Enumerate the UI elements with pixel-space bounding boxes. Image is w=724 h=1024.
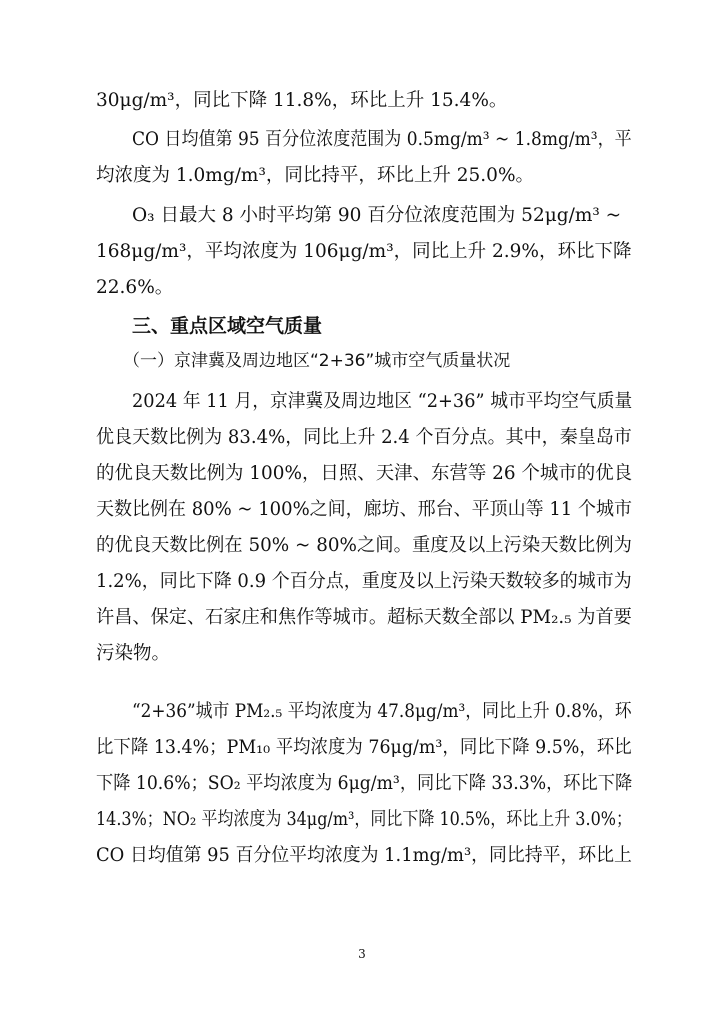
text-line: CO 日均值第 95 百分位浓度范围为 0.5mg/m³ ~ 1.8mg/m³，平 xyxy=(132,129,632,150)
text-line: 污染物。 xyxy=(96,643,171,664)
text-line: 30μg/m³，同比下降 11.8%，环比上升 15.4%。 xyxy=(96,90,508,111)
text-line: 14.3%；NO₂ 平均浓度为 34μg/m³，同比下降 10.5%，环比上升 3.0%； xyxy=(96,809,632,830)
text-line: 下降 10.6%；SO₂ 平均浓度为 6μg/m³，同比下降 33.3%，环比下降 xyxy=(96,773,633,794)
text-line: 优良天数比例为 83.4%，同比上升 2.4 个百分点。其中，秦皇岛市 xyxy=(96,427,632,448)
text-line: 的优良天数比例在 50% ~ 80%之间。重度及以上污染天数比例为 xyxy=(96,535,632,556)
text-line: 均浓度为 1.0mg/m³，同比持平，环比上升 25.0%。 xyxy=(96,165,535,186)
text-line: 1.2%，同比下降 0.9 个百分点，重度及以上污染天数较多的城市为 xyxy=(96,571,632,592)
text-line: 天数比例在 80% ~ 100%之间，廊坊、邢台、平顶山等 11 个城市 xyxy=(96,499,632,520)
text-line: “2+36”城市 PM₂.₅ 平均浓度为 47.8μg/m³，同比上升 0.8%，环 xyxy=(132,701,632,722)
page-number: 3 xyxy=(358,947,366,961)
text-line: 比下降 13.4%；PM₁₀ 平均浓度为 76μg/m³，同比下降 9.5%，环比 xyxy=(96,737,632,758)
text-line: 22.6%。 xyxy=(96,277,174,298)
text-line: 2024 年 11 月，京津冀及周边地区 “2+36” 城市平均空气质量 xyxy=(132,391,633,412)
text-line: 的优良天数比例为 100%，日照、天津、东营等 26 个城市的优良 xyxy=(96,463,633,484)
text-line: 许昌、保定、石家庄和焦作等城市。超标天数全部以 PM₂.₅ 为首要 xyxy=(96,607,632,628)
text-line: 168μg/m³，平均浓度为 106μg/m³，同比上升 2.9%，环比下降 xyxy=(96,241,632,262)
subsection-heading: （一）京津冀及周边地区“2+36”城市空气质量状况 xyxy=(123,351,511,371)
text-line: O₃ 日最大 8 小时平均第 90 百分位浓度范围为 52μg/m³ ~ xyxy=(132,205,622,226)
section-heading: 三、重点区域空气质量 xyxy=(132,315,323,337)
text-line: CO 日均值第 95 百分位平均浓度为 1.1mg/m³，同比持平，环比上 xyxy=(96,845,632,866)
